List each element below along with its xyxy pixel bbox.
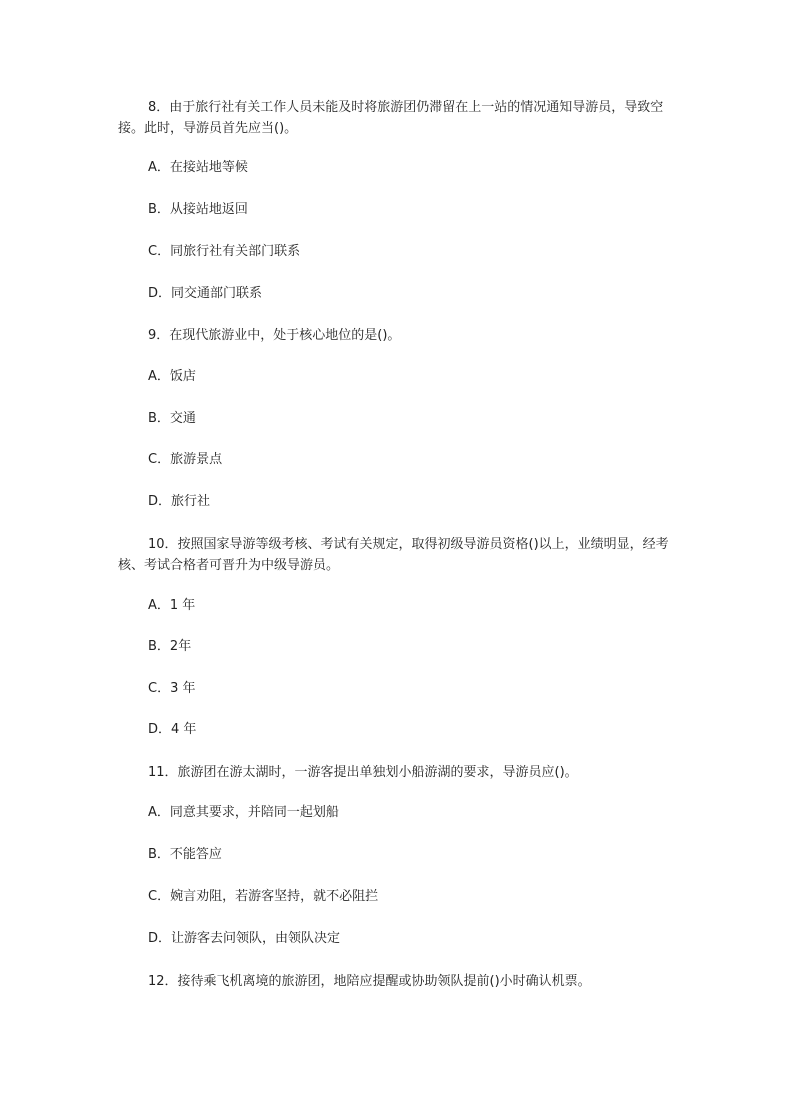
question-8-stem: 8．由于旅行社有关工作人员未能及时将旅游团仍滞留在上一站的情况通知导游员，导致空接。此时，导游员首先应当()。 [118, 100, 664, 136]
question-11-option-c: C．婉言劝阻，若游客坚持，就不必阻拦 [148, 889, 379, 904]
question-10-stem: 10．按照国家导游等级考核、考试有关规定，取得初级导游员资格()以上，业绩明显，经考核、考试合格者可晋升为中级导游员。 [118, 537, 669, 573]
question-11-option-b: B．不能答应 [148, 847, 222, 862]
question-10-option-b: B．2年 [148, 639, 192, 654]
question-12-stem: 12．接待乘飞机离境的旅游团，地陪应提醒或协助领队提前()小时确认机票。 [148, 974, 591, 989]
question-11-option-d: D．让游客去问领队，由领队决定 [148, 931, 341, 946]
question-9-option-d: D．旅行社 [148, 494, 211, 509]
question-8-option-c: C．同旅行社有关部门联系 [148, 244, 301, 259]
question-8-option-a: A．在接站地等候 [148, 160, 248, 175]
question-10-option-c: C．3 年 [148, 681, 196, 696]
question-9-option-c: C．旅游景点 [148, 452, 223, 467]
question-8-option-b: B．从接站地返回 [148, 202, 248, 217]
question-9-option-a: A．饭店 [148, 369, 196, 384]
question-10-option-a: A．1 年 [148, 598, 196, 613]
question-9-option-b: B．交通 [148, 411, 196, 426]
question-11-option-a: A．同意其要求，并陪同一起划船 [148, 805, 339, 820]
question-8-option-d: D．同交通部门联系 [148, 286, 263, 301]
question-9-stem: 9．在现代旅游业中，处于核心地位的是()。 [148, 328, 401, 343]
question-10-option-d: D．4 年 [148, 722, 197, 737]
question-11-stem: 11．旅游团在游太湖时，一游客提出单独划小船游湖的要求，导游员应()。 [148, 765, 578, 780]
